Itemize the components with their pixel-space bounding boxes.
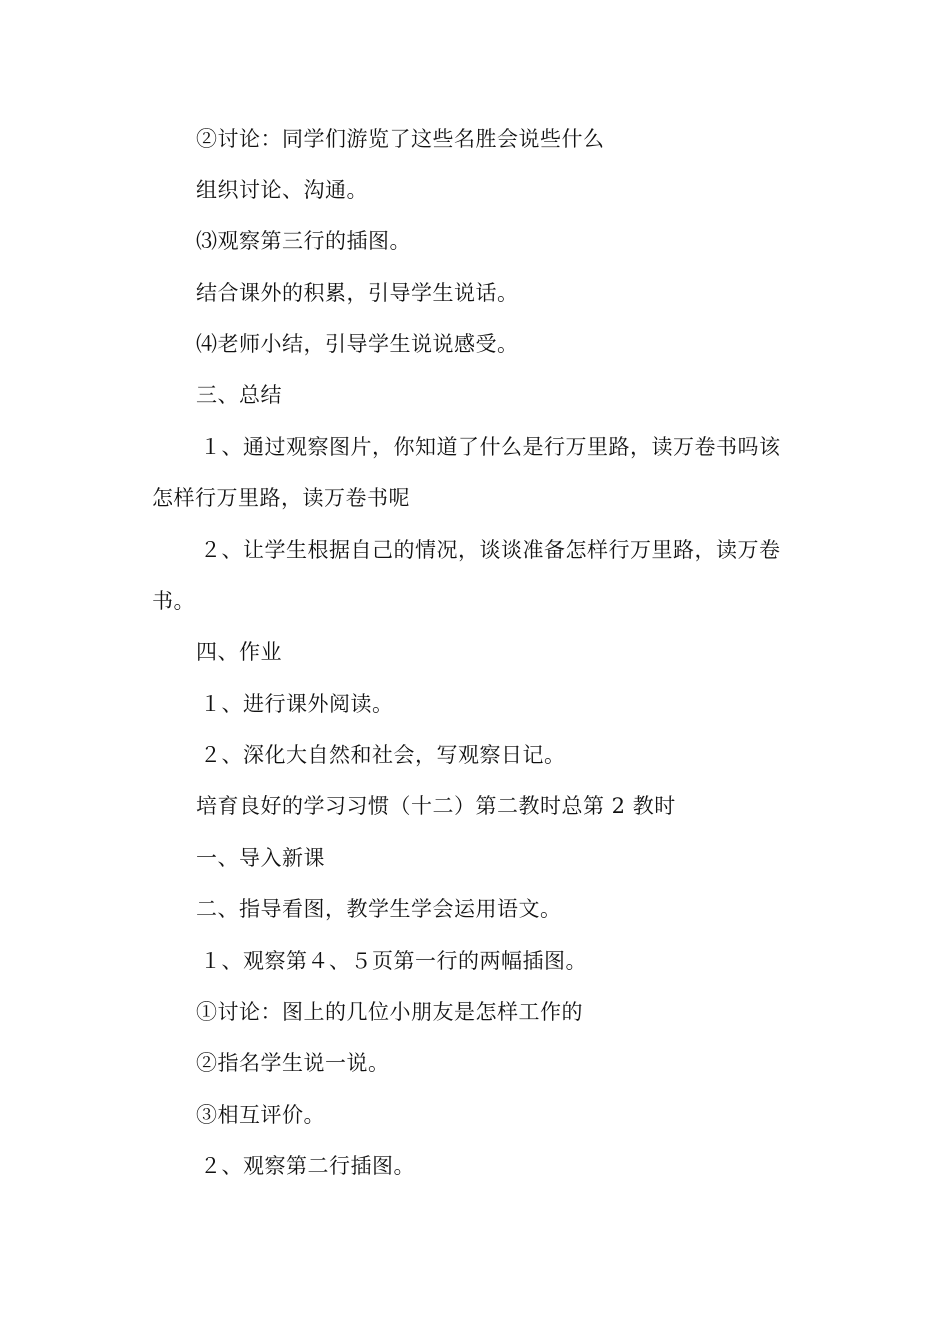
text-line: ②讨论：同学们游览了这些名胜会说些什么 bbox=[196, 127, 605, 151]
text-line: 结合课外的积累，引导学生说话。 bbox=[196, 281, 519, 305]
text-line: 怎样行万里路，读万卷书呢 bbox=[152, 486, 410, 510]
text-line: ⑶观察第三行的插图。 bbox=[196, 229, 411, 253]
text-line: ①讨论：图上的几位小朋友是怎样工作的 bbox=[196, 1000, 583, 1024]
text-line: ２、深化大自然和社会，写观察日记。 bbox=[200, 743, 566, 767]
section-heading: 一、导入新课 bbox=[196, 846, 325, 870]
text-line: ⑷老师小结，引导学生说说感受。 bbox=[196, 332, 519, 356]
text-line: ②指名学生说一说。 bbox=[196, 1051, 390, 1075]
section-heading: 二、指导看图，教学生学会运用语文。 bbox=[196, 897, 562, 921]
text-line: １、观察第４、５页第一行的两幅插图。 bbox=[200, 949, 587, 973]
lesson-title: 培育良好的学习习惯（十二）第二教时总第 2 教时 bbox=[196, 794, 676, 818]
text-line: １、进行课外阅读。 bbox=[200, 692, 394, 716]
text-line: ２、观察第二行插图。 bbox=[200, 1154, 415, 1178]
text-line: 书。 bbox=[152, 589, 195, 613]
text-line: １、通过观察图片，你知道了什么是行万里路，读万卷书吗该 bbox=[200, 435, 781, 459]
section-heading: 三、总结 bbox=[196, 383, 282, 407]
text-line: ２、让学生根据自己的情况，谈谈准备怎样行万里路，读万卷 bbox=[200, 538, 781, 562]
text-line: ③相互评价。 bbox=[196, 1103, 325, 1127]
section-heading: 四、作业 bbox=[196, 640, 282, 664]
text-line: 组织讨论、沟通。 bbox=[196, 178, 368, 202]
